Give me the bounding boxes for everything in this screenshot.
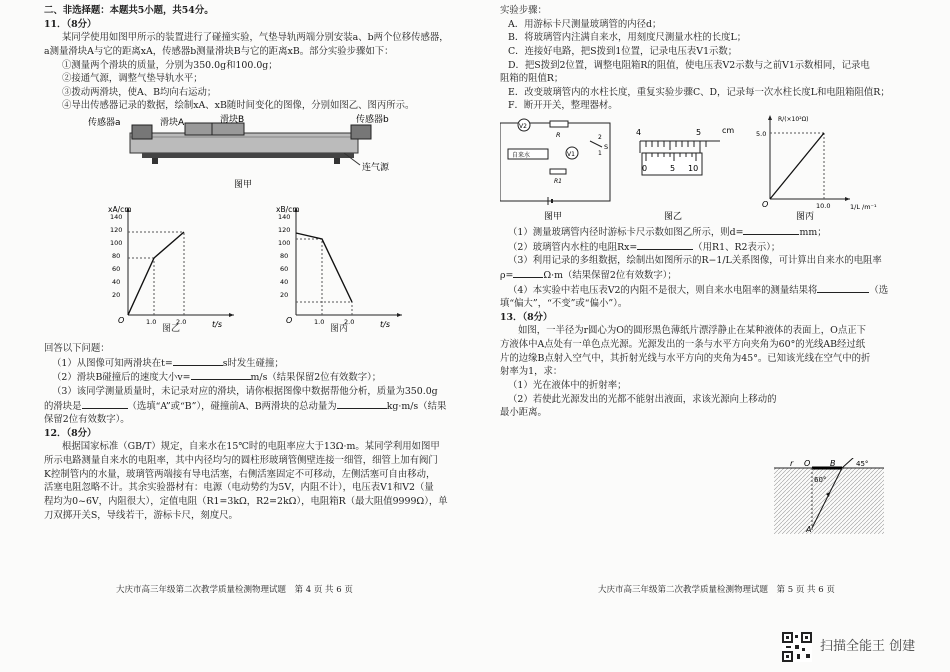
graph-xlabel: 1/L /m⁻¹ [850, 203, 877, 211]
yi-ytick: 120 [110, 226, 123, 234]
yi-xtick: 2.0 [176, 318, 187, 326]
fig-yi-caption: 图乙 [162, 324, 181, 334]
q13-text: 片的边缘B点射入空气中，其折射光线与水平方向的夹角为45°。已知该光线在空气中的折 [500, 352, 871, 364]
svg-text:O: O [762, 200, 769, 209]
q12-q4: （4）本实验中若电压表V2的内阻不是很大，则自来水电阻率的测量结果将 （选 [508, 284, 889, 296]
q11-q3: （3）该同学测量质量时，未记录对应的滑块，请你根据图像中数据帮他分析，质量为350.0g [52, 385, 438, 397]
resistor-r1 [550, 169, 566, 174]
fig-graphs [44, 199, 444, 334]
yi-xtick: 1.0 [146, 318, 157, 326]
q13-text: 方液体中A点处有一单色点光源。光源发出的一条与水平方向夹角为60°的光线AB经过纸 [500, 339, 866, 350]
svg-text:2: 2 [598, 134, 602, 141]
yi-xlabel: t/s [212, 320, 222, 329]
r-invl-graph [756, 115, 877, 222]
yi-ytick: 60 [112, 265, 121, 273]
sensor-b-block [351, 125, 371, 139]
q12-text: 活塞电阻忽略不计。其余实验器材有：电源（电动势约为5V，内阻不计），电压表V1和V2（量 [44, 482, 434, 494]
r-line [770, 133, 824, 199]
bing-xtick: 2.0 [344, 318, 355, 326]
label-sensor-a: 传感器a [88, 118, 121, 128]
q13-q1: （1）光在液体中的折射率； [508, 379, 627, 391]
q11-text: a测量滑块A与它的距离xA，传感器b测量滑块B与它的距离xB。部分实验步骤如下： [44, 45, 394, 57]
answer-blank[interactable] [637, 240, 693, 250]
q11-q3-end: 保留2位有效数字）。 [44, 414, 130, 426]
q13-q2: （2）若使此光源发出的光都不能射出液面，求该光源向上移动的 [508, 393, 777, 405]
yi-ytick: 100 [110, 239, 123, 247]
svg-text:R1: R1 [554, 178, 562, 185]
bing-ylabel: xB/cm [276, 205, 300, 214]
bing-ytick: 80 [280, 252, 289, 260]
track-base [142, 153, 354, 158]
svg-text:10.0: 10.0 [816, 202, 831, 210]
svg-text:R: R [556, 131, 561, 139]
step-a: A．用游标卡尺测量玻璃管的内径d； [508, 18, 662, 30]
answer-blank[interactable] [173, 356, 223, 366]
fig-row-12 [500, 113, 900, 225]
xb-line [296, 233, 352, 302]
yi-ytick: 80 [112, 252, 121, 260]
yi-origin: O [118, 316, 125, 325]
step-d: D．把S拨到2位置，调整电阻箱R的阻值，使电压表V2示数与之前V1示数相同，记录电 [508, 59, 870, 71]
q11-q3-cont: 的滑块是 （选填“A”或“B”），碰撞前A、B两滑块的总动量为 kg·m/s（结果 [44, 400, 447, 412]
svg-text:r: r [790, 459, 794, 468]
svg-text:A: A [806, 525, 812, 534]
answer-blank[interactable] [817, 283, 869, 293]
section-title: 二、非选择题：本题共5小题，共54分。 [44, 5, 214, 16]
svg-text:45°: 45° [856, 460, 869, 468]
svg-text:60°: 60° [814, 476, 827, 484]
q13-q2-cont: 最小距离。 [500, 407, 547, 419]
step-e: E．改变玻璃管内的水柱长度，重复实验步骤C、D，记录每一次水柱长度L和电阻箱阻值R； [508, 86, 890, 98]
sensor-a-block [132, 125, 152, 139]
svg-text:cm: cm [722, 126, 735, 135]
label-air-source: 连气源 [362, 163, 390, 173]
q11-text: 某同学使用如图甲所示的装置进行了碰撞实验，气垫导轨两端分别安装a、b两个位移传感器， [62, 32, 449, 44]
q12-q1: （1）测量玻璃管内径时游标卡尺示数如图乙所示，则d= mm； [508, 227, 827, 238]
yi-ytick: 40 [112, 278, 121, 286]
circuit-diagram [500, 119, 610, 222]
fig-jia-caption: 图甲 [234, 180, 253, 190]
svg-text:5: 5 [696, 128, 702, 137]
xt-graphs [44, 199, 444, 334]
footer-page-5: 大庆市高三年级第二次教学质量检测物理试题 第 5 页 共 6 页 [598, 585, 835, 595]
q11-q1: （1）从图像可知两滑块在t= s时发生碰撞； [52, 357, 284, 369]
bing-xtick: 1.0 [314, 318, 325, 326]
scanner-watermark [782, 632, 942, 662]
q13-text: 如图，一半径为r圆心为O的圆形黑色薄纸片漂浮静止在某种液体的表面上，O点正下 [518, 325, 866, 337]
svg-text:自来水: 自来水 [512, 152, 531, 159]
q12-text: 所示电路测量自来水的电阻率，其中内径均匀的圆柱形玻璃管侧壁连接一细管，细管上加有阀门 [44, 455, 438, 466]
graph-ylabel: R/(×10²Ω) [778, 116, 809, 123]
bing-ytick: 140 [278, 213, 291, 221]
graph-bing [276, 205, 402, 329]
slider-a-block [185, 123, 215, 135]
q12-text: 刀双掷开关S，导线若干，游标卡尺，刻度尺。 [44, 509, 238, 521]
svg-text:10: 10 [688, 164, 699, 173]
svg-text:B: B [830, 459, 836, 468]
svg-text:S: S [604, 143, 609, 151]
graph-caption: 图丙 [796, 212, 815, 222]
q12-q4-cont: 填“偏大”，“不变”或“偏小”）。 [500, 298, 628, 310]
bing-xlabel: t/s [380, 320, 390, 329]
bing-origin: O [286, 316, 293, 325]
air-track [130, 133, 358, 153]
q13-text: 射率为1，求： [500, 366, 563, 378]
q11-step: ①测量两个滑块的质量，分别为350.0g和100.0g； [62, 59, 278, 71]
answer-blank[interactable] [191, 370, 251, 380]
step-c: C．连接好电路，把S拨到1位置，记录电压表V1示数； [508, 45, 738, 57]
xa-line [128, 232, 184, 315]
q12-q2: （2）玻璃管内水柱的电阻Rx= （用R1、R2表示）； [508, 241, 781, 253]
q12-text: 程均为0~6V，内阻很大），定值电阻（R1=3kΩ，R2=2kΩ），电阻箱R（最大阻值9999Ω），单 [44, 495, 448, 507]
circuit-caption: 图甲 [544, 212, 563, 222]
steps-title: 实验步骤： [500, 5, 547, 16]
q11-step: ④导出传感器记录的数据，绘制xA、xB随时间变化的图像，分别如图乙、图丙所示。 [62, 100, 415, 112]
answer-blank[interactable] [743, 225, 799, 235]
resistor-box-r [550, 121, 568, 127]
svg-text:5: 5 [670, 164, 676, 173]
q12-text: K控制管内的水量，玻璃管两端接有导电活塞，右侧活塞固定不可移动，左侧活塞可自由移动， [44, 468, 436, 480]
label-slider-a: 滑块A [160, 118, 185, 128]
svg-text:V2: V2 [519, 123, 527, 130]
svg-text:5.0: 5.0 [756, 130, 767, 138]
q12-q3-cont: ρ= Ω·m（结果保留2位有效数字）； [500, 269, 677, 281]
caliper-caption: 图乙 [664, 212, 683, 222]
q11-step: ②接通气源，调整气垫导轨水平； [62, 73, 203, 85]
yi-ylabel: xA/cm [108, 205, 132, 214]
air-track-diagram [44, 113, 444, 199]
svg-text:O: O [804, 459, 811, 468]
q13-refraction-diagram [770, 458, 890, 538]
bing-ytick: 100 [278, 239, 291, 247]
label-slider-b: 滑块B [220, 115, 245, 125]
left-page [44, 4, 449, 522]
answer-blank[interactable] [82, 399, 128, 409]
qr-code-icon [782, 632, 812, 662]
bing-ytick: 120 [278, 226, 291, 234]
q11-ask: 回答以下问题： [44, 343, 110, 354]
watermark-text: 扫描全能王 创建 [820, 639, 916, 654]
bing-ytick: 60 [280, 265, 289, 273]
graph-yi [108, 205, 234, 329]
right-page [500, 4, 900, 420]
svg-text:0: 0 [642, 164, 648, 173]
q12-q3: （3）利用记录的多组数据，绘制出如图所示的R−1/L关系图像，可计算出自来水的电阻率 [508, 255, 882, 267]
q11-heading: 11．（8分） [44, 18, 97, 30]
step-b: B．将玻璃管内注满自来水，用刻度尺测量水柱的长度L； [508, 32, 747, 44]
svg-text:V1: V1 [567, 151, 575, 158]
svg-text:4: 4 [636, 128, 642, 137]
step-f: F．断开开关，整理器材。 [508, 100, 618, 112]
q12-figures [500, 113, 900, 225]
fig-jia [44, 113, 444, 199]
svg-text:1: 1 [598, 150, 602, 157]
q11-step: ③拨动两滑块，使A、B均向右运动； [62, 86, 217, 98]
answer-blank[interactable] [513, 268, 543, 278]
vernier-caliper [636, 126, 734, 222]
yi-ytick: 140 [110, 213, 123, 221]
q11-q2: （2）滑块B碰撞后的速度大小v= m/s（结果保留2位有效数字）； [52, 372, 382, 384]
q12-heading: 12．（8分） [44, 427, 97, 439]
q13-heading: 13．（8分） [500, 311, 553, 323]
answer-blank[interactable] [337, 399, 387, 409]
label-sensor-b: 传感器b [356, 115, 389, 125]
bing-ytick: 40 [280, 278, 289, 286]
footer-page-4: 大庆市高三年级第二次教学质量检测物理试题 第 4 页 共 6 页 [116, 585, 353, 595]
q12-text: 根据国家标准（GB/T）规定，自来水在15℃时的电阻率应大于13Ω·m。某同学利用如图甲 [62, 441, 440, 453]
liquid-region [774, 468, 884, 534]
yi-ytick: 20 [112, 291, 121, 299]
step-d-cont: 阻箱的阻值R； [500, 73, 564, 85]
bing-ytick: 20 [280, 291, 289, 299]
fig-bing-caption: 图丙 [330, 324, 349, 334]
